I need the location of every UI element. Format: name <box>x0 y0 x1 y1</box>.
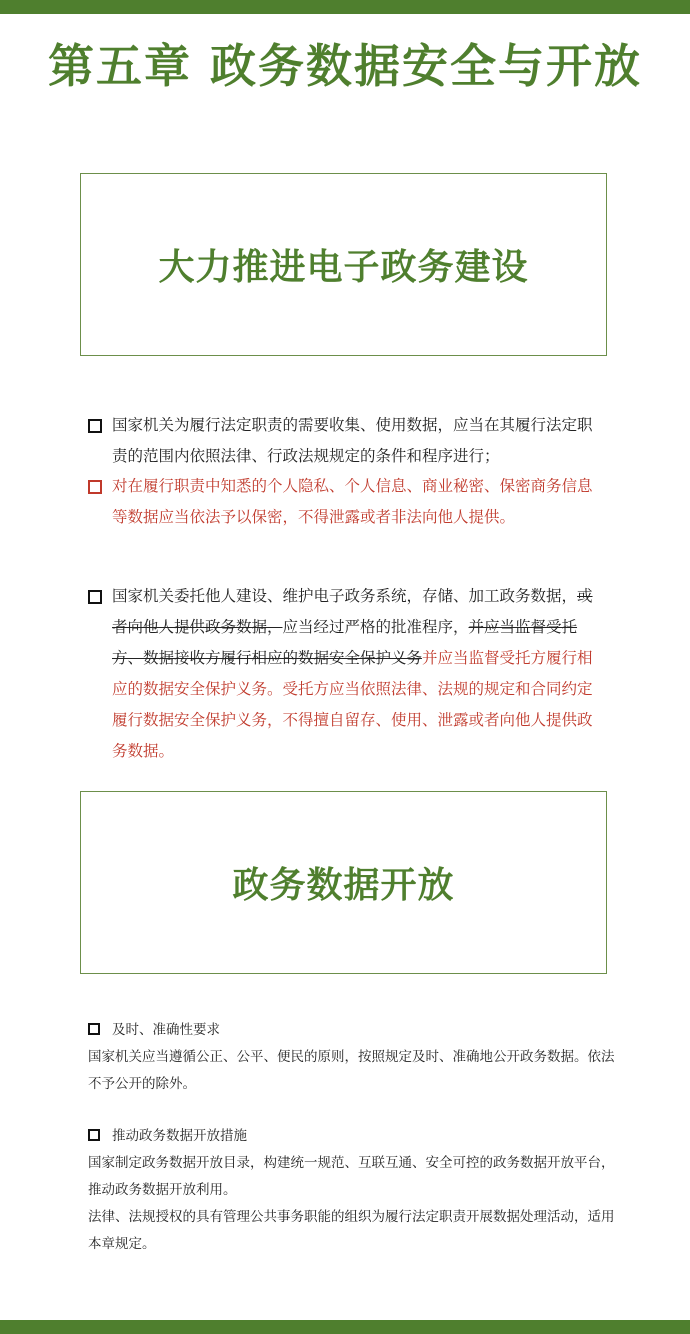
subsection-body-3: 法律、法规授权的具有管理公共事务职能的组织为履行法定职责开展数据处理活动，适用本章规定。 <box>88 1209 615 1252</box>
checkbox-square-icon <box>88 1129 100 1141</box>
bullet-item-3 <box>112 581 600 767</box>
subsection-heading-2-text: 推动政务数据开放措施 <box>112 1128 247 1144</box>
section-title-1: 大力推进电子政务建设 <box>158 247 529 288</box>
struck-text-1: 或者向他人提供政务数据， <box>112 587 593 636</box>
checkbox-square-icon <box>88 1023 100 1035</box>
bullet-item-3-text-cont: 应当经过严格的批准程序， <box>282 618 469 636</box>
section-title-2: 政务数据开放 <box>232 865 455 906</box>
bullet-item-1-text: 国家机关为履行法定职责的需要收集、使用数据，应当在其履行法定职责的范围内依照法律、行政法规规定的条件和程序进行； <box>112 416 593 465</box>
checkbox-square-icon <box>88 480 102 494</box>
bottom-accent-bar <box>0 1320 690 1334</box>
chapter-title: 第五章 政务数据安全与开放 <box>47 39 642 93</box>
section-title-box-2 <box>80 791 607 974</box>
subsection-heading-1 <box>88 1017 220 1044</box>
subsection-body-2: 国家制定政务数据开放目录，构建统一规范、互联互通、安全可控的政务数据开放平台，推动政务数据开放利用。 <box>88 1155 615 1198</box>
top-accent-bar <box>0 0 690 14</box>
inserted-text: 并应当监督受托方履行相应的数据安全保护义务。受托方应当依照法律、法规的规定和合同约定履行数据安全保护义务，不得擅自留存、使用、泄露或者向他人提供政务数据。 <box>112 649 593 760</box>
bullet-item-3-text: 国家机关委托他人建设、维护电子政务系统，存储、加工政务数据， <box>112 587 578 605</box>
subsection-heading-2 <box>88 1123 247 1150</box>
bullet-item-2-text: 对在履行职责中知悉的个人隐私、个人信息、商业秘密、保密商务信息等数据应当依法予以保密，不得泄露或者非法向他人提供。 <box>112 477 593 526</box>
checkbox-square-icon <box>88 590 102 604</box>
struck-text-2: 并应当监督受托方、数据接收方履行相应的数据安全保护义务 <box>112 618 578 667</box>
section-title-box-1 <box>80 173 607 356</box>
subsection-heading-1-text: 及时、准确性要求 <box>112 1022 220 1038</box>
bullet-item-2 <box>112 471 600 533</box>
subsection-body-1: 国家机关应当遵循公正、公平、便民的原则，按照规定及时、准确地公开政务数据。依法不予公开的除外。 <box>88 1049 615 1092</box>
checkbox-square-icon <box>88 419 102 433</box>
bullet-item-1 <box>112 410 600 472</box>
